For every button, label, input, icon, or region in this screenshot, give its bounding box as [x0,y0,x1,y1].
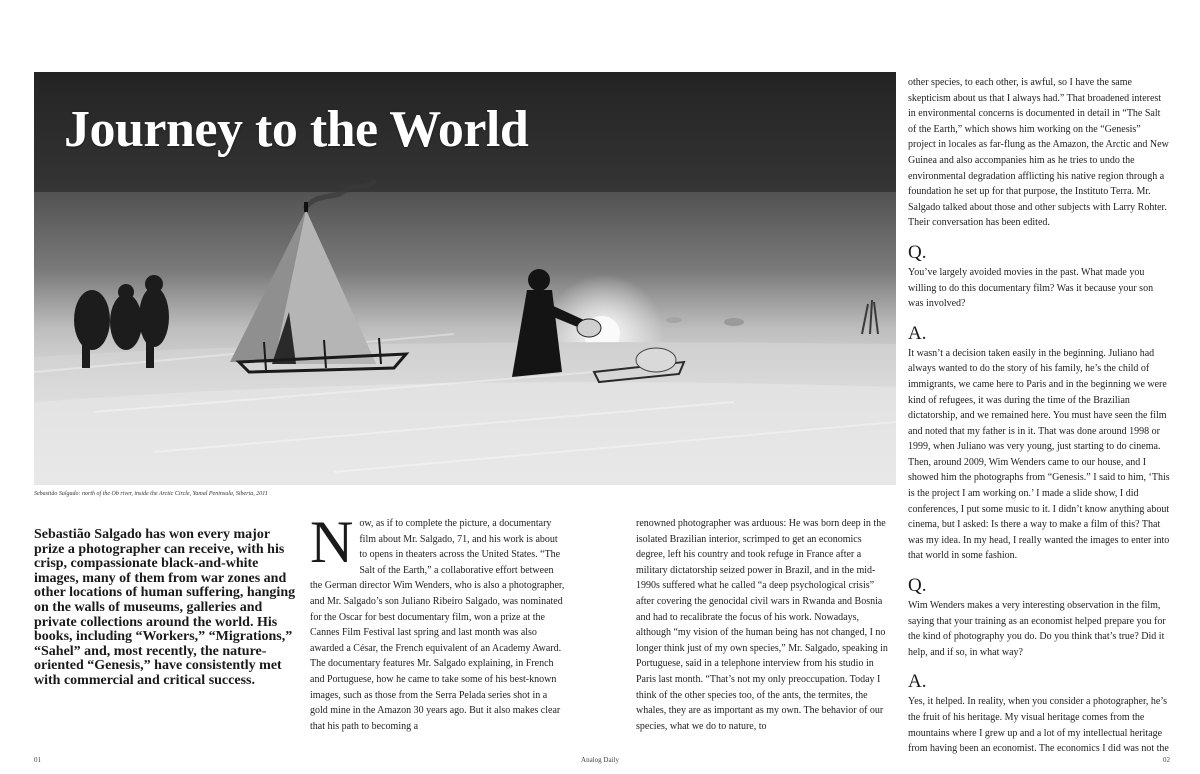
question-2: Wim Wenders makes a very interesting observation in the film, saying that your training as an economist helped prepare you for the kind of photography you do. Do you think that’s true? Did it help, and if so, in what way? [908,600,1166,658]
question-label-2: Q. [908,575,927,597]
page-number-right: 02 [1163,756,1170,764]
page-number-left: 01 [34,756,41,764]
answer-2: Yes, it helped. In reality, when you consider a photographer, he’s the fruit of his heritage. My visual heritage comes from the mountains where I grew up and a lot of my intellectual heritage from having been an economist. The economics I did was not the [908,696,1169,755]
body-column-1 [310,509,566,738]
publication-name: Analog Daily [581,756,619,764]
column-2-text: renowned photographer was arduous: He was born deep in the isolated Brazilian interior, scrimped to get an economics degree, left his country and took refuge in France after a military dictatorship seized power in Brazil, and in the mid-1990s suffered what he called “a deep psychological crisis” after covering the genocidal civil wars in Rwanda and Bosnia and had to recalibrate the focus of his work. Nowadays, although “my vision of the human being has not changed, I no longer think just of my own species,” Mr. Salgado, speaking in Portuguese, said in a telephone interview from his studio in Paris last month. “That’s not my only preoccupation. Today I think of the other species too, of the ants, the termites, the whales, they are as important as my own. The behavior of our species, what we do to nature, to [636,518,888,732]
photo-caption: Sebastião Salgado: north of the Ob river, inside the Arctic Circle, Yamal Peninsula, Siberia, 2011 [34,491,268,497]
answer-1: It wasn’t a decision taken easily in the beginning. Juliano had always wanted to do the story of his family, he’s the child of immigrants, we came here to Paris and in the beginning we were kind of refugees, it was during the time of the Brazilian dictatorship, and we remained here. You must have seen the film and noted that my father is in it. That was done around 1998 or 1999, when Juliano was very young, just starting to do cinema. Then, around 2009, Wim Wenders came to our house, and I showed him the photographs from “Genesis.” I said to him, ‘This is the project I am working on.’ I made a slide show, I did conferences, I put some music to it. I didn’t know anything about cinema, but I asked: Is there a way to make a film of this? That was my idea. In my head, I really wanted the images to enter into that world in some fashion. [908,347,1170,562]
interview-intro: other species, to each other, is awful, so I have the same skepticism about us that I always had.” That broadened interest in environmental concerns is documented in detail in “The Salt of the Earth,” which shows him working on the “Genesis” project in locales as far-flung as the Amazon, the Arctic and New Guinea and also accompanies him as he tries to undo the environmental degradation afflicting his native region through a foundation he set up for that purpose, the Instituto Terra. Mr. Salgado talked about those and other subjects with Larry Rohter. Their conversation has been edited. [908,77,1169,229]
interview-column [908,75,1170,755]
lede-paragraph: Sebastião Salgado has won every major prize a photographer can receive, with his crisp, compassionate black-and-white images, many of them from war zones and other locations of human suffering, hanging on the walls of museums, galleries and private collections around the world. His books, including “Workers,” “Migrations,” “Sahel” and, most recently, the nature-oriented “Genesis,” have consistently met with commercial and critical success. [34,527,296,688]
body-column-2 [636,516,892,738]
question-label-1: Q. [908,241,927,263]
answer-label-1: A. [908,322,927,344]
drop-cap: N [310,509,354,575]
question-1: You’ve largely avoided movies in the past. What made you willing to do this documentary film? Was it because your son was involved? [908,266,1154,310]
article-title: Journey to the World [64,101,529,158]
hero-photo [34,72,896,485]
answer-label-2: A. [908,671,927,693]
column-1-text: ow, as if to complete the picture, a documentary film about Mr. Salgado, 71, and his work is about to opens in theaters across the United States. “The Salt of the Earth,” a collaborative effort between the German director Wim Wenders, who is also a photographer, and Mr. Salgado’s son Juliano Ribeiro Salgado, was nominated for the Oscar for best documentary film, won a prize at the Cannes Film Festival last spring and last month was also awarded a César, the French equivalent of an Academy Award. The documentary features Mr. Salgado explaining, in French and Portuguese, how he came to take some of his best-known images, such as those from the Serra Pelada series shot in a gold mine in the Amazon 30 years ago. But it also makes clear that his path to becoming a [310,518,565,732]
